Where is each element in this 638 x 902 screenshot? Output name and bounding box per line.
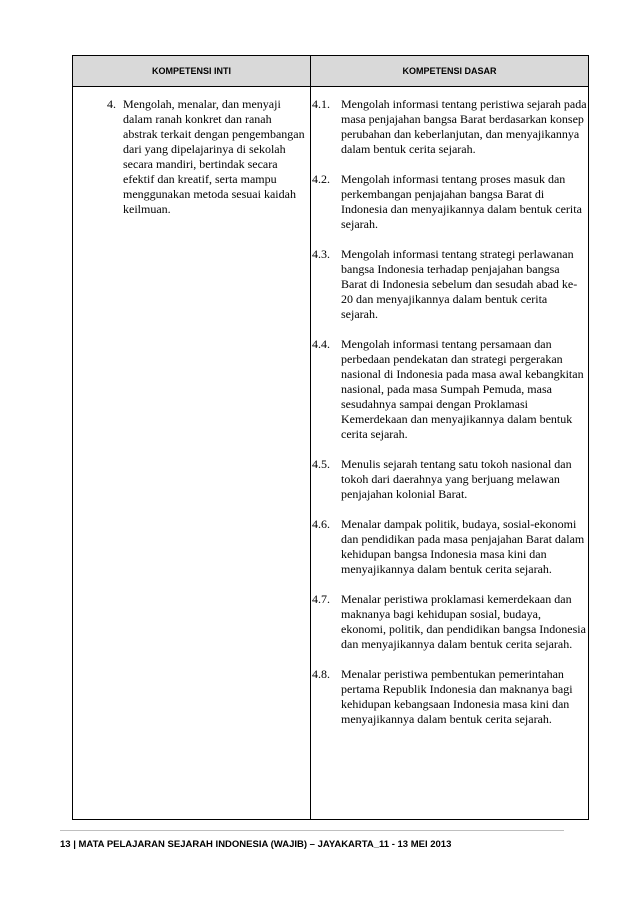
kd-text: Menalar dampak politik, budaya, sosial-ekonomi dan pendidikan pada masa penjajahan Barat dalam kehidupan bangsa Indonesia masa kini dan menyajikannya dalam bentuk cerita sejarah. [341,517,585,576]
column-divider [310,56,311,819]
list-item [312,97,587,157]
list-item [312,667,587,727]
kd-text: Mengolah informasi tentang persamaan dan perbedaan pendekatan dan strategi pergerakan nasional di Indonesia pada masa awal kebangkitan nasional, pada masa Sumpah Pemuda, masa sesudahnya sampai dengan Proklamasi Kemerdekaan dan menyajikannya dalam bentuk cerita sejarah. [341,337,584,441]
kd-number: 4.8. [312,667,330,681]
kd-text: Mengolah informasi tentang peristiwa sejarah pada masa penjajahan bangsa Barat berdasarkan konsep perubahan dan keberlanjutan, dan menyajikannya dalam bentuk cerita sejarah. [341,97,587,156]
kd-number: 4.6. [312,517,330,531]
kd-number: 4.4. [312,337,330,351]
kd-number: 4.3. [312,247,330,261]
ki-number: 4. [107,97,116,111]
header-kompetensi-inti: KOMPETENSI INTI [151,66,231,76]
kd-text: Menulis sejarah tentang satu tokoh nasional dan tokoh dari daerahnya yang berjuang melawan penjajahan kolonial Barat. [341,457,572,501]
page-footer: 13 | MATA PELAJARAN SEJARAH INDONESIA (WAJIB) – JAYAKARTA_11 - 13 MEI 2013 [60,839,452,850]
kd-text: Menalar peristiwa pembentukan pemerintahan pertama Republik Indonesia dan maknanya bagi kehidupan kebangsaan Indonesia masa kini dan menyajikannya dalam bentuk cerita sejarah. [341,667,573,726]
kd-list [312,97,587,742]
kd-text: Menalar peristiwa proklamasi kemerdekaan dan maknanya bagi kehidupan sosial, budaya, ekonomi, politik, dan pendidikan bangsa Indonesia dan menyajikannya dalam bentuk cerita sejarah. [341,592,586,651]
list-item [312,247,587,322]
list-item [312,172,587,232]
kd-text: Mengolah informasi tentang proses masuk dan perkembangan penjajahan bangsa Barat di Indonesia dan menyajikannya dalam bentuk cerita sejarah. [341,172,582,231]
list-item [312,592,587,652]
list-item [312,337,587,442]
ki-text: Mengolah, menalar, dan menyaji dalam ranah konkret dan ranah abstrak terkait dengan pengembangan dari yang dipelajarinya di sekolah secara mandiri, bertindak secara efektif dan kreatif, serta mampu menggunakan metoda sesuai kaidah keilmuan. [123,97,305,216]
competency-table [72,55,589,820]
list-item [312,517,587,577]
header-kompetensi-dasar: KOMPETENSI DASAR [402,66,497,76]
kd-number: 4.2. [312,172,330,186]
list-item [312,457,587,502]
kd-number: 4.1. [312,97,330,111]
footer-divider [60,830,564,831]
kd-number: 4.7. [312,592,330,606]
kd-number: 4.5. [312,457,330,471]
kd-text: Mengolah informasi tentang strategi perlawanan bangsa Indonesia terhadap penjajahan bangsa Barat di Indonesia sebelum dan sesudah abad ke-20 dan menyajikannya dalam bentuk cerita sejarah. [341,247,578,321]
table-header [73,56,588,87]
